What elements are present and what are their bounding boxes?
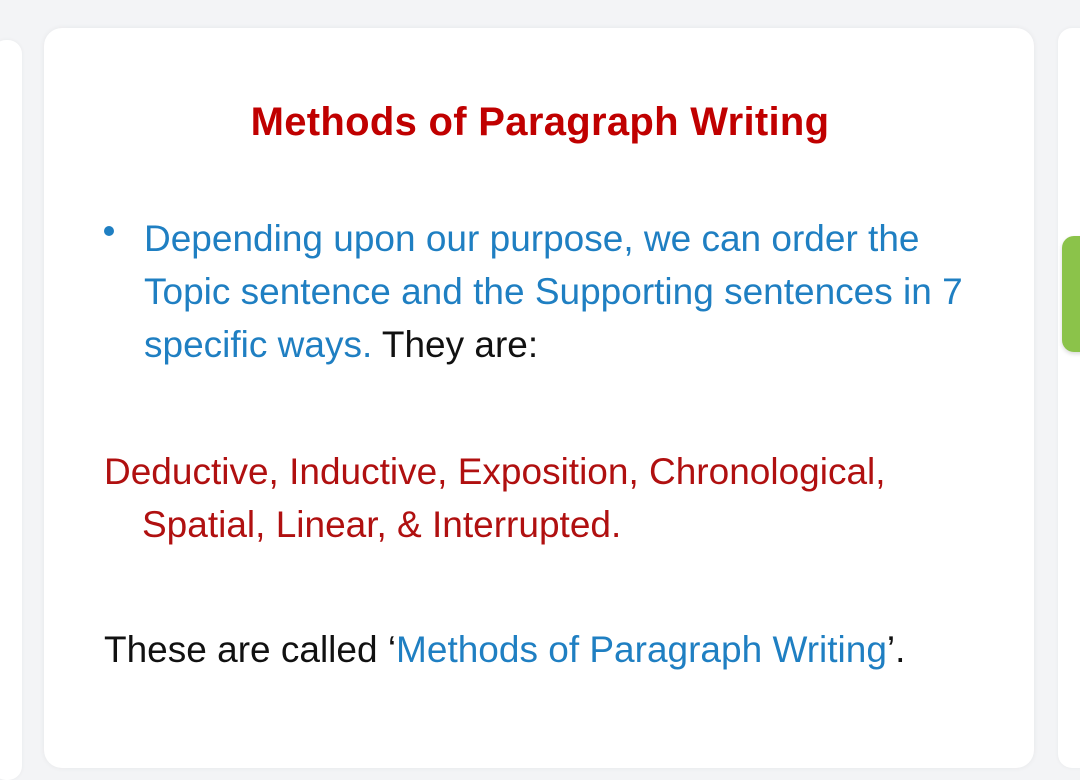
bullet-dot-icon — [104, 226, 114, 236]
methods-list — [104, 445, 984, 551]
bullet-text — [144, 212, 964, 371]
slide-title: Methods of Paragraph Writing — [250, 100, 830, 144]
side-tab-handle[interactable] — [1062, 236, 1080, 352]
bullet-text-dark: They are: — [381, 324, 539, 365]
bullet-point — [104, 212, 964, 371]
conclusion-text — [104, 623, 1004, 676]
methods-line-2: Spatial, Linear, & Interrupted. — [142, 504, 622, 545]
conclusion-prefix: These are called ‘ — [104, 629, 397, 670]
conclusion-suffix: ’. — [886, 629, 906, 670]
conclusion-highlight: Methods of Paragraph Writing — [396, 629, 887, 670]
methods-line-1: Deductive, Inductive, Exposition, Chronological, — [104, 451, 886, 492]
bullet-text-blue: Depending upon our purpose, we can order the Topic sentence and the Supporting sentences in 7 specific ways. — [144, 218, 963, 365]
previous-slide-card[interactable] — [0, 40, 22, 780]
